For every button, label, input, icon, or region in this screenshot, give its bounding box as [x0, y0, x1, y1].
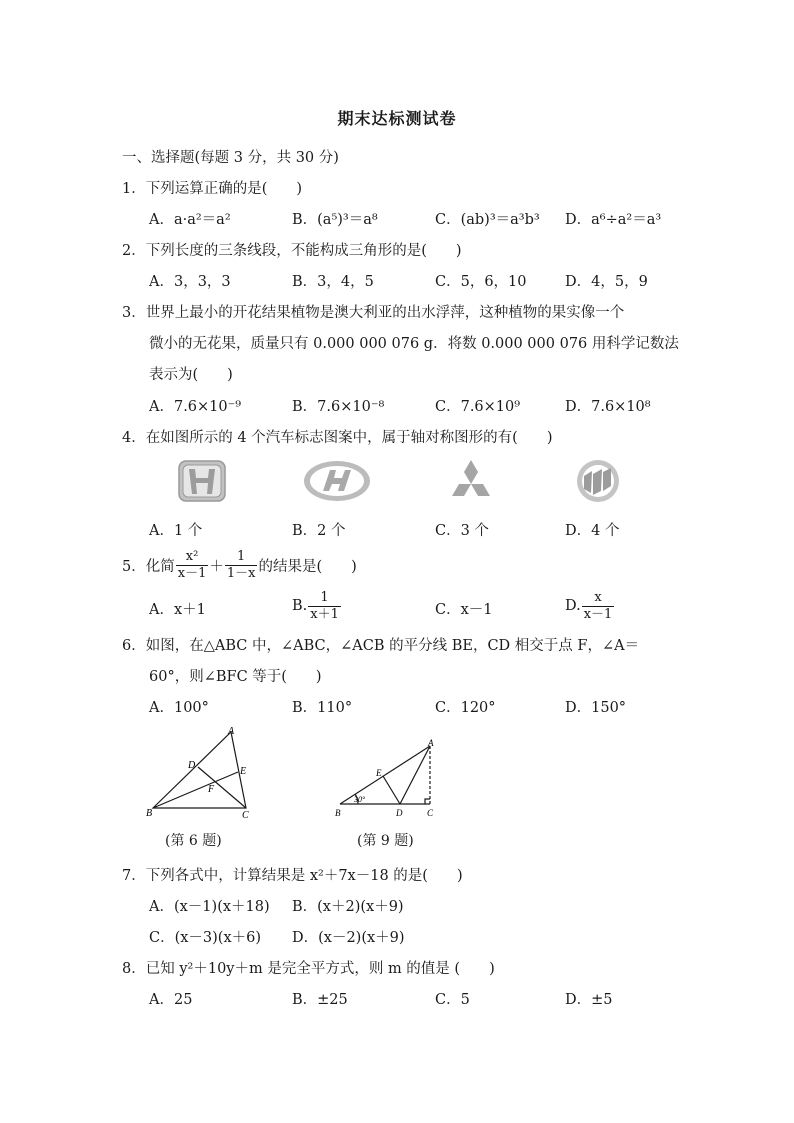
q3-option-a: A．7.6×10⁻⁹: [149, 399, 242, 415]
q2-option-d: D．4，5，9: [565, 274, 648, 290]
mitsubishi-logo: [446, 458, 496, 504]
fig6-label-c: C: [242, 810, 249, 821]
honda-logo: [176, 458, 228, 504]
q5-fraction-2-numerator: 1: [225, 549, 258, 566]
q4-option-c: C．3 个: [435, 523, 489, 539]
fig9-label-a: A: [428, 738, 434, 748]
hyundai-logo: [302, 458, 372, 504]
q6-option-c: C．120°: [435, 700, 496, 716]
figure-6-triangle: [140, 722, 270, 822]
question-8: 8．已知 y²＋10y＋m 是完全平方式，则 m 的值是 ( ): [122, 961, 495, 977]
question-4: 4．在如图所示的 4 个汽车标志图案中，属于轴对称图形的有( ): [122, 430, 553, 446]
figure-9-triangle: [332, 736, 444, 820]
fig9-label-c: C: [427, 808, 434, 818]
q5-fraction-2: [225, 549, 258, 582]
q5-option-b: [292, 588, 342, 624]
q2-option-c: C．5，6，10: [435, 274, 527, 290]
q3-option-d: D．7.6×10⁸: [565, 399, 651, 415]
q4-option-b: B．2 个: [292, 523, 346, 539]
q6-option-d: D．150°: [565, 700, 627, 716]
fig6-label-d: D: [188, 760, 196, 771]
question-3-line-1: 3．世界上最小的开花结果植物是澳大利亚的出水浮萍，这种植物的果实像一个: [122, 305, 625, 321]
q3-option-c: C．7.6×10⁹: [435, 399, 521, 415]
q5-fraction-1: [176, 549, 209, 582]
q5-plus: ＋: [209, 558, 224, 575]
fig6-label-e: E: [240, 766, 247, 777]
q5-fraction-2-denominator: 1－x: [226, 565, 256, 581]
fig9-label-e: E: [376, 768, 382, 778]
q8-option-b: B．±25: [292, 992, 348, 1008]
fig6-label-a: A: [228, 726, 235, 737]
q5-option-b-fraction: [308, 590, 341, 623]
q8-option-c: C．5: [435, 992, 470, 1008]
figure-9-caption: (第 9 题): [357, 833, 414, 849]
q5-option-c: C．x－1: [435, 602, 493, 618]
q5-fraction-1-numerator: x²: [176, 549, 209, 566]
fig9-label-d: D: [396, 808, 403, 818]
q1-option-b: B．(a⁵)³＝a⁸: [292, 212, 378, 228]
q5-option-b-denominator: x＋1: [310, 606, 339, 622]
question-3-line-3: 表示为( ): [149, 367, 233, 383]
q6-option-a: A．100°: [149, 700, 209, 716]
page-title: 期末达标测试卷: [337, 109, 457, 128]
q2-option-b: B．3，4，5: [292, 274, 374, 290]
q5-suffix: 的结果是( ): [258, 558, 357, 575]
question-1: 1．下列运算正确的是( ): [122, 181, 303, 197]
q5-option-a: A．x＋1: [149, 602, 206, 618]
q8-option-d: D．±5: [565, 992, 613, 1008]
q5-option-b-label: B.: [292, 598, 308, 614]
q5-option-d-denominator: x－1: [583, 606, 613, 622]
q5-option-b-numerator: 1: [308, 590, 341, 607]
q5-option-d-label: D.: [565, 598, 581, 614]
q2-option-a: A．3，3，3: [149, 274, 231, 290]
q7-option-a: A．(x－1)(x＋18): [149, 899, 270, 915]
q4-option-a: A．1 个: [149, 523, 203, 539]
q1-option-a: A．a·a²＝a²: [149, 212, 231, 228]
figure-6-caption: (第 6 题): [165, 833, 222, 849]
fig9-angle-label: 30°: [354, 795, 366, 804]
q5-option-d-numerator: x: [582, 590, 615, 607]
q7-option-d: D．(x－2)(x＋9): [292, 930, 405, 946]
fig6-label-b: B: [146, 808, 153, 819]
q4-option-d: D．4 个: [565, 523, 620, 539]
fig9-label-b: B: [335, 808, 341, 818]
fig6-label-f: F: [208, 784, 215, 795]
q3-option-b: B．7.6×10⁻⁸: [292, 399, 385, 415]
question-3-line-2: 微小的无花果，质量只有 0.000 000 076 g．将数 0.000 000 076 用科学记数法: [149, 336, 679, 352]
q1-option-d: D．a⁶÷a²＝a³: [565, 212, 662, 228]
q5-fraction-1-denominator: x－1: [177, 565, 207, 581]
q5-option-d: [565, 588, 615, 624]
q5-prefix: 5．化简: [122, 558, 175, 575]
q7-option-c: C．(x－3)(x＋6): [149, 930, 262, 946]
q1-option-c: C．(ab)³＝a³b³: [435, 212, 540, 228]
question-6-line-2: 60°，则∠BFC 等于( ): [149, 669, 322, 685]
question-2: 2．下列长度的三条线段，不能构成三角形的是( ): [122, 243, 462, 259]
q6-option-b: B．110°: [292, 700, 353, 716]
question-5: [122, 545, 357, 585]
question-6-line-1: 6．如图，在△ABC 中，∠ABC，∠ACB 的平分线 BE，CD 相交于点 F，∠A＝: [122, 638, 640, 654]
q8-option-a: A．25: [149, 992, 193, 1008]
question-7: 7．下列各式中，计算结果是 x²＋7x－18 的是( ): [122, 868, 463, 884]
buick-logo: [574, 458, 622, 504]
q5-option-d-fraction: [582, 590, 615, 623]
q7-option-b: B．(x＋2)(x＋9): [292, 899, 404, 915]
section-heading: 一、选择题(每题 3 分，共 30 分): [122, 150, 339, 166]
